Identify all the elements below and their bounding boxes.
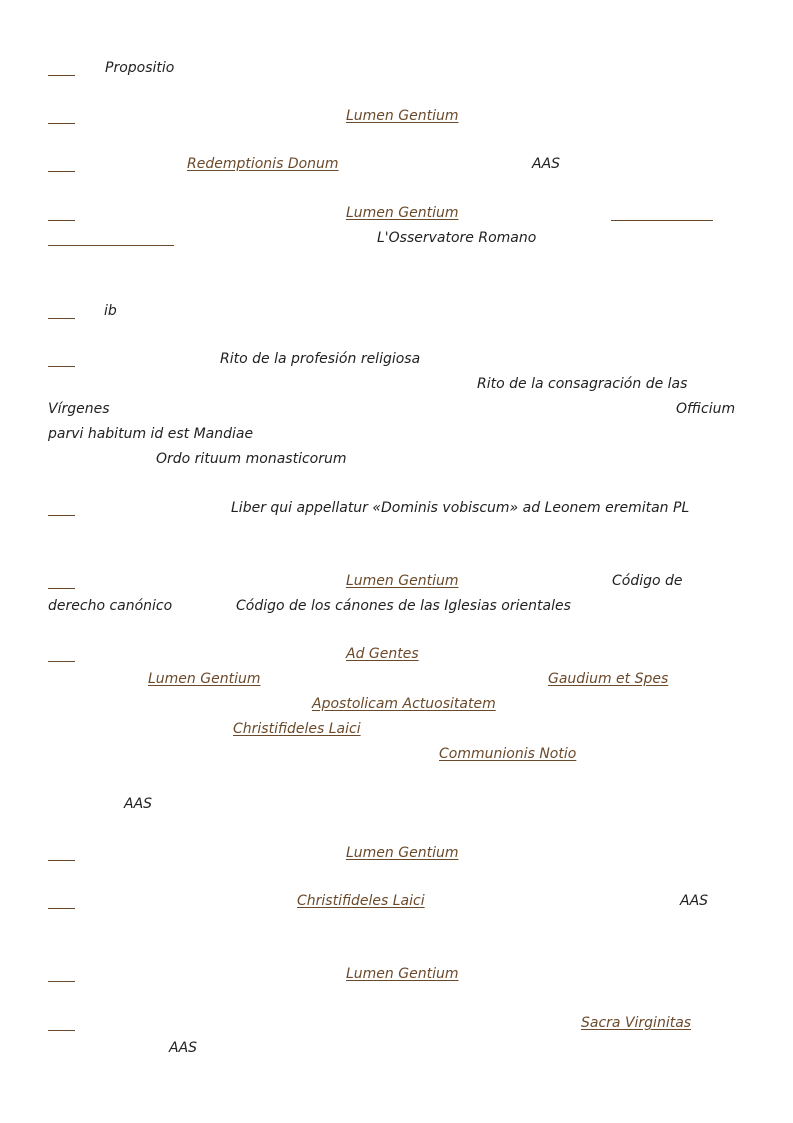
footnote-marker[interactable]: [48, 908, 75, 909]
footnote-marker[interactable]: [48, 981, 75, 982]
codigo-de-text: Código de: [612, 573, 683, 589]
hyperlink-underline[interactable]: [48, 245, 174, 246]
lumen-gentium-link[interactable]: Lumen Gentium: [346, 573, 459, 589]
lumen-gentium-link[interactable]: Lumen Gentium: [346, 205, 459, 221]
sacra-virginitas-link[interactable]: Sacra Virginitas: [581, 1015, 692, 1031]
lumen-gentium-link[interactable]: Lumen Gentium: [346, 845, 459, 861]
lumen-gentium-link[interactable]: Lumen Gentium: [148, 671, 261, 687]
christifideles-laici-link[interactable]: Christifideles Laici: [233, 721, 361, 737]
osservatore-romano-text: L'Osservatore Romano: [377, 230, 537, 246]
footnote-marker[interactable]: [48, 860, 75, 861]
rito-profesion-text: Rito de la profesión religiosa: [220, 351, 421, 367]
virgenes-text: Vírgenes: [48, 401, 110, 417]
derecho-canonico-text: derecho canónico: [48, 598, 173, 614]
footnote-marker[interactable]: [48, 1030, 75, 1031]
parvi-habitum-text: parvi habitum id est Mandiae: [48, 426, 254, 442]
footnote-marker[interactable]: [48, 515, 75, 516]
footnote-marker[interactable]: [48, 123, 75, 124]
lumen-gentium-link[interactable]: Lumen Gentium: [346, 966, 459, 982]
liber-dominis-text: Liber qui appellatur «Dominis vobiscum» ad Leonem eremitan PL: [231, 500, 690, 516]
footnote-marker[interactable]: [48, 661, 75, 662]
propositio-text: Propositio: [105, 60, 175, 76]
communionis-notio-link[interactable]: Communionis Notio: [439, 746, 577, 762]
codigo-canones-text: Código de los cánones de las Iglesias orientales: [236, 598, 571, 614]
ad-gentes-link[interactable]: Ad Gentes: [346, 646, 419, 662]
aas-text: AAS: [680, 893, 709, 909]
footnote-marker[interactable]: [48, 220, 75, 221]
officium-text: Officium: [676, 401, 736, 417]
aas-text: AAS: [169, 1040, 198, 1056]
gaudium-et-spes-link[interactable]: Gaudium et Spes: [548, 671, 669, 687]
ibid-text: ib: [104, 303, 117, 319]
footnote-marker[interactable]: [48, 75, 75, 76]
aas-text: AAS: [124, 796, 153, 812]
footnote-marker[interactable]: [48, 588, 75, 589]
apostolicam-actuositatem-link[interactable]: Apostolicam Actuositatem: [312, 696, 496, 712]
redemptionis-donum-link[interactable]: Redemptionis Donum: [187, 156, 339, 172]
hyperlink-underline[interactable]: [611, 220, 713, 221]
rito-consagracion-text: Rito de la consagración de las: [477, 376, 688, 392]
footnote-marker[interactable]: [48, 318, 75, 319]
lumen-gentium-link[interactable]: Lumen Gentium: [346, 108, 459, 124]
footnote-marker[interactable]: [48, 366, 75, 367]
christifideles-laici-link[interactable]: Christifideles Laici: [297, 893, 425, 909]
aas-text: AAS: [532, 156, 561, 172]
footnote-marker[interactable]: [48, 171, 75, 172]
ordo-rituum-text: Ordo rituum monasticorum: [156, 451, 347, 467]
